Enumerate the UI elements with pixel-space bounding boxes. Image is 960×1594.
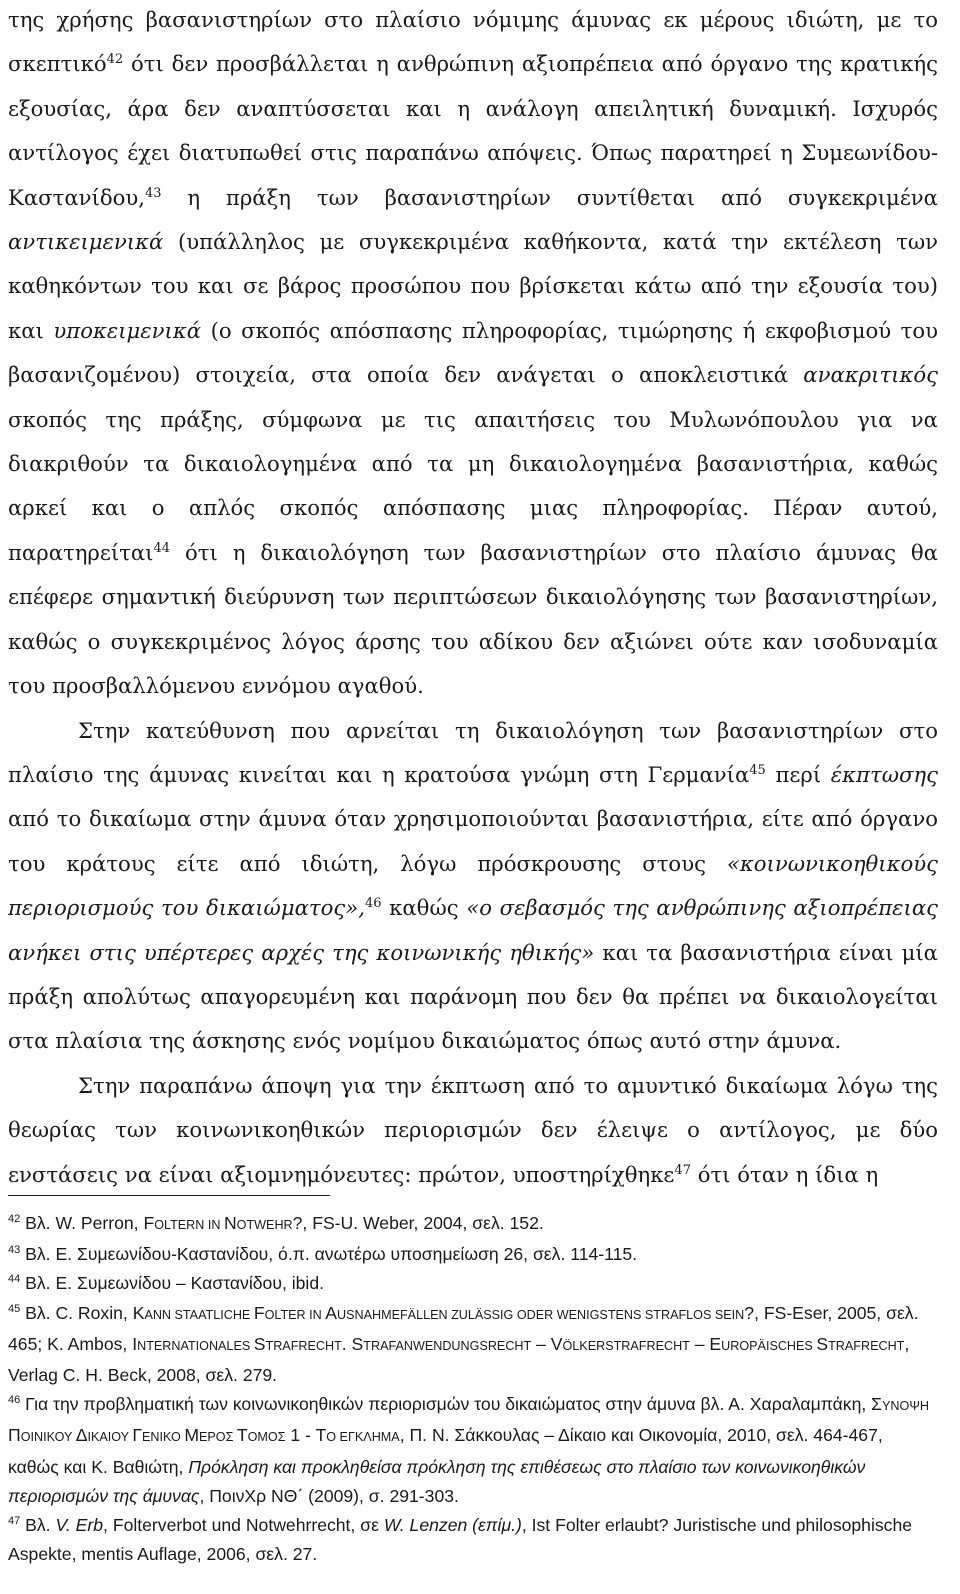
small-caps-run: OLTERN IN <box>154 1218 224 1232</box>
text-run: ότι όταν η ίδια η <box>690 1161 879 1187</box>
small-caps-run: S <box>816 1333 829 1354</box>
small-caps-run: USNAHMEFÄLLEN ZULÄSSIG ODER WENIGSTENS STRAFLOS SEIN <box>337 1307 745 1322</box>
text-run: ότι δεν προσβάλλεται η ανθρώπινη αξιοπρέπεια από όργανο της κρατικής εξουσίας, άρα δεν αναπτύσσεται και η ανάλογη απειλητική δυναμική. Ισχυρός αντίλογος έχει διατυπωθεί στις παραπάνω απόψεις. Όπως παρατηρεί η Συμεωνίδου-Καστανίδου, <box>8 51 938 210</box>
small-caps-run: Γ <box>132 1425 143 1446</box>
text-run: ?, FS-Eser, 2005, σελ. 465; K. Ambos, <box>8 1302 919 1354</box>
footnote-number: 42 <box>8 1213 21 1226</box>
footnote-47 <box>8 1511 938 1569</box>
footnote-ref-45[interactable]: 45 <box>749 762 766 778</box>
paragraph-3 <box>8 1064 938 1197</box>
footnote-ref-46[interactable]: 46 <box>364 896 382 912</box>
text-run: (ο σκοπός απόσπασης πληροφορίας, τιμώρησης ή εκφοβισμού του βασανιζομένου) στοιχεία, στα οποία δεν ανάγεται ο αποκλειστικά <box>8 317 939 388</box>
small-caps-run: TRAFRECHT <box>828 1338 905 1353</box>
small-caps-run: – E <box>689 1333 722 1354</box>
text-run: περί <box>765 761 831 787</box>
small-caps-run: OLTER IN <box>264 1307 326 1322</box>
text-run: Στην κατεύθυνση που αρνείται τη δικαιολόγηση των βασανιστηρίων στο πλαίσιο της άμυνας κινείται και η κρατούσα γνώμη στη Γερμανία <box>8 717 938 787</box>
italic-author: W. Lenzen (επίμ.) <box>383 1515 522 1536</box>
small-caps-run: Τ <box>236 1425 248 1446</box>
small-caps-run: UROPÄISCHES <box>721 1338 817 1353</box>
italic-term: έκπτωσης <box>830 761 938 787</box>
small-caps-run: ΙΚΑΙΟΥ <box>87 1430 133 1445</box>
text-run: σκοπός της πράξης, σύμφωνα με τις απαιτήσεις του Μυλωνόπουλου για να διακριθούν τα δικαιολογημένα από τα μη δικαιολογημένα βασανιστήρια, καθώς αρκεί και ο απλός σκοπός απόσπασης μιας πληροφορίας. Πέραν αυτού, παρατηρείται <box>8 406 938 565</box>
small-caps-run: Σ <box>871 1394 883 1415</box>
footnote-number: 47 <box>8 1515 21 1528</box>
small-caps-run: ΕΝΙΚΟ <box>142 1430 185 1445</box>
document-page <box>8 0 948 1594</box>
text-run: (υπάλληλος με συγκεκριμένα καθήκοντα, κατά την εκτέλεση των καθηκόντων του και σε βάρος προσώπου που βρίσκεται κάτω από την εξουσία του) και <box>8 229 938 343</box>
footnote-ref-44[interactable]: 44 <box>153 540 171 556</box>
footnote-number: 45 <box>8 1302 21 1315</box>
small-caps-run: ΕΡΟΣ <box>198 1430 237 1445</box>
footnote-43 <box>8 1240 938 1269</box>
small-caps-run: Δ <box>75 1425 88 1446</box>
paragraph-1 <box>8 0 938 709</box>
italic-quote: «κοινωνικοηθικούς περιορισμούς του δικαιώματος», <box>8 850 938 921</box>
small-caps-run: F <box>143 1213 155 1233</box>
small-caps-run: ΥΝΟΨΗ <box>882 1399 929 1414</box>
text-run: καθώς <box>381 895 467 921</box>
small-caps-run: Ο ΕΓΚΛΗΜΑ <box>326 1430 400 1445</box>
text-run: , ΠοινΧρ ΝΘ΄ (2009), σ. 291-303. <box>199 1485 459 1506</box>
small-caps-run: F <box>253 1302 265 1323</box>
text-run: , Ist Folter erlaubt? Juristische und philosophische Aspekte, mentis Auflage, 2006, σελ. 27. <box>8 1515 913 1565</box>
footnote-number: 44 <box>8 1273 21 1286</box>
italic-term: υποκειμενικά <box>53 317 202 343</box>
text-run: Βλ. <box>20 1515 56 1536</box>
small-caps-run: TRAFRECHT <box>265 1338 342 1353</box>
footnote-ref-42[interactable]: 42 <box>106 52 124 68</box>
footnote-45 <box>8 1299 938 1391</box>
small-caps-run: NTERNATIONALES <box>137 1338 254 1353</box>
text-run: , Verlag C. H. Beck, 2008, σελ. 279. <box>8 1333 910 1386</box>
footnote-number: 43 <box>8 1244 21 1257</box>
italic-author: V. Erb <box>55 1515 104 1536</box>
italic-quote: «ο σεβασμός της ανθρώπινης αξιοπρέπειας ανήκει στις υπέρτερες αρχές της κοινωνικής ηθικής» <box>8 895 938 965</box>
text-run: Στην παραπάνω άποψη για την έκπτωση από το αμυντικό δικαίωμα λόγω της θεωρίας των κοινωνικοηθικών περιορισμών δεν έλειψε ο αντίλογος, με δύο ενστάσεις να είναι αξιομνημόνευτες: πρώτον, υποστηρίχθηκε <box>8 1072 938 1187</box>
paragraph-2 <box>8 709 938 1064</box>
text-run: Βλ. Ε. Συμεωνίδου – Καστανίδου, ibid. <box>20 1273 325 1294</box>
italic-term: αντικειμενικά <box>8 229 164 255</box>
small-caps-run: ΟΙΝΙΚΟΥ <box>20 1430 76 1445</box>
text-run: Βλ. W. Perron, <box>20 1213 144 1233</box>
text-run: ?, FS-U. Weber, 2004, σελ. 152. <box>292 1213 544 1233</box>
footnote-42 <box>8 1209 938 1240</box>
small-caps-run: OTWEHR <box>236 1218 293 1232</box>
text-run: Για την προβληματική των κοινωνικοηθικών περιορισμών του δικαιώματος στην άμυνα βλ. Α. Χαραλαμπάκη, <box>20 1394 872 1415</box>
small-caps-run: ANN STAATLICHE <box>144 1307 254 1322</box>
text-run: από το δικαίωμα στην άμυνα όταν χρησιμοποιούνται βασανιστήρια, είτε από όργανο του κράτους είτε από ιδιώτη, λόγω πρόσκρουσης στους <box>8 806 938 876</box>
small-caps-run: TRAFANWENDUNGSRECHT <box>363 1338 532 1353</box>
small-caps-run: K <box>132 1302 145 1323</box>
footnote-46 <box>8 1390 938 1511</box>
footnote-ref-47[interactable]: 47 <box>674 1162 691 1178</box>
text-run: και τα βασανιστήρια είναι μία πράξη απολύτως απαγορευμένη και παράνομη που δεν θα πρέπει να δικαιολογείται στα πλαίσια της άσκησης ενός νομίμου δικαιώματος όπως αυτό στην άμυνα. <box>8 939 938 1054</box>
small-caps-run: A <box>325 1302 337 1323</box>
footnote-44 <box>8 1269 938 1298</box>
italic-title: Πρόκληση και προκληθείσα πρόκληση της επιθέσεως στο πλαίσιο των κοινωνικοηθικών περιορισμών της άμυνας <box>8 1456 866 1506</box>
text-run: Βλ. C. Roxin, <box>20 1302 133 1323</box>
small-caps-run: I <box>132 1333 138 1354</box>
small-caps-run: . S <box>341 1333 364 1354</box>
text-run: ότι η δικαιολόγηση των βασανιστηρίων στο πλαίσιο άμυνας θα επέφερε σημαντική διεύρυνση των περιπτώσεων δικαιολόγησης των βασανιστηρίων, καθώς ο συγκεκριμένος λόγος άρσης του αδίκου δεν αξιώνει ούτε καν ισοδυναμία του προσβαλλόμενου εννόμου αγαθού. <box>8 539 938 699</box>
text-run: , Folterverbot und Notwehrrecht, σε <box>103 1515 384 1536</box>
small-caps-run: N <box>223 1213 237 1233</box>
small-caps-run: 1 - Τ <box>285 1425 327 1446</box>
small-caps-run: – V <box>531 1333 563 1354</box>
footnote-number: 46 <box>8 1394 21 1407</box>
text-run: της χρήσης βασανιστηρίων στο πλαίσιο νόμιμης άμυνας εκ μέρους ιδιώτη, με το σκεπτικό <box>8 7 938 77</box>
small-caps-run: ΟΜΟΣ <box>247 1430 286 1445</box>
text-run: , Π. Ν. Σάκκουλας – Δίκαιο και Οικονομία, 2010, σελ. 464-467, καθώς και Κ. Βαθιώτη, <box>8 1425 883 1477</box>
small-caps-run: Π <box>8 1425 21 1446</box>
text-run: η πράξη των βασανιστηρίων συντίθεται από συγκεκριμένα <box>161 184 938 210</box>
footnote-ref-43[interactable]: 43 <box>144 185 162 201</box>
body-text <box>8 0 938 1197</box>
small-caps-run: S <box>253 1333 266 1354</box>
italic-term: ανακριτικός <box>803 362 938 388</box>
footnotes <box>8 1209 938 1569</box>
small-caps-run: Μ <box>184 1425 199 1446</box>
text-run: Βλ. Ε. Συμεωνίδου-Καστανίδου, ό.π. ανωτέρω υποσημείωση 26, σελ. 114-115. <box>20 1244 638 1265</box>
small-caps-run: ÖLKERSTRAFRECHT <box>562 1338 690 1353</box>
footnote-separator <box>8 1195 330 1196</box>
